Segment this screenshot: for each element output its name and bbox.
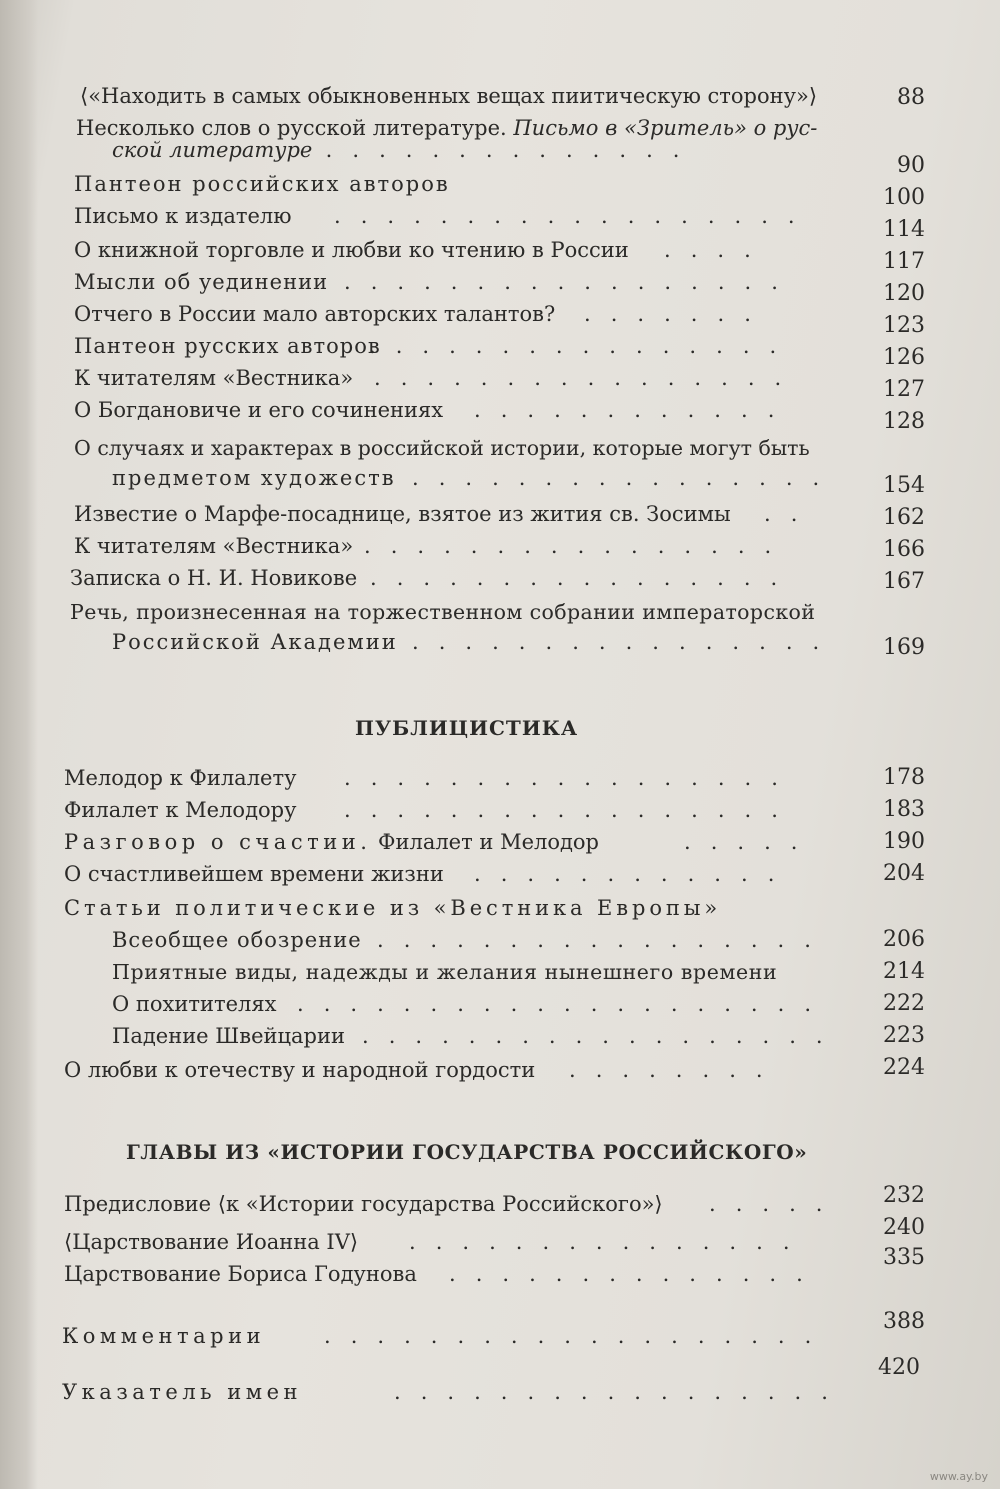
toc-page-number: 114 bbox=[883, 217, 925, 242]
toc-page-number: 154 bbox=[883, 473, 925, 498]
toc-entry: ской литературе . . . . . . . . . . . . . . bbox=[112, 138, 680, 162]
toc-entry: Статьи политические из «Вестника Европы» bbox=[64, 896, 722, 920]
toc-entry: О похитителях . . . . . . . . . . . . . . . . . . . . bbox=[112, 992, 811, 1016]
toc-page-number: 224 bbox=[883, 1055, 925, 1080]
toc-entry: Российской Академии . . . . . . . . . . . . . . . . bbox=[112, 630, 820, 654]
toc-entry: ⟨«Находить в самых обыкновенных вещах пиитическую сторону»⟩ bbox=[80, 84, 818, 108]
toc-page-number: 420 bbox=[878, 1355, 920, 1380]
toc-entry: Записка о Н. И. Новикове . . . . . . . . . . . . . . . . bbox=[70, 566, 778, 590]
section-title: ГЛАВЫ ИЗ «ИСТОРИИ ГОСУДАРСТВА РОССИЙСКОГО» bbox=[126, 1140, 808, 1164]
toc-entry: Разговор о счастии. Филалет и Мелодор . . . . . bbox=[64, 830, 798, 854]
toc-page-number: 222 bbox=[883, 991, 925, 1016]
toc-entry: Отчего в России мало авторских талантов? . . . . . . . bbox=[74, 302, 751, 326]
toc-entry: Мысли об уединении . . . . . . . . . . . . . . . . . bbox=[74, 270, 778, 294]
section-title: ПУБЛИЦИСТИКА bbox=[355, 716, 579, 740]
toc-page-number: 167 bbox=[883, 569, 925, 594]
toc-page-number: 128 bbox=[883, 409, 925, 434]
toc-entry: Приятные виды, надежды и желания нынешнего времени bbox=[112, 960, 778, 984]
toc-entry: Комментарии . . . . . . . . . . . . . . . . . . . bbox=[62, 1324, 812, 1348]
toc-page-number: 162 bbox=[883, 505, 925, 530]
toc-entry: К читателям «Вестника» . . . . . . . . . . . . . . . . bbox=[74, 534, 772, 558]
toc-page-number: 190 bbox=[883, 829, 925, 854]
toc-entry: О Богдановиче и его сочинениях . . . . . . . . . . . . bbox=[74, 398, 775, 422]
toc-entry: предметом художеств . . . . . . . . . . . . . . . . bbox=[112, 466, 820, 490]
toc-page-number: 223 bbox=[883, 1023, 925, 1048]
toc-entry: Указатель имен . . . . . . . . . . . . . . . . . bbox=[62, 1380, 828, 1404]
toc-entry: Несколько слов о русской литературе. Письмо в «Зритель» о рус- bbox=[76, 116, 818, 140]
toc-page-number: 123 bbox=[883, 313, 925, 338]
toc-entry: Мелодор к Филалету . . . . . . . . . . . . . . . . . bbox=[64, 766, 778, 790]
toc-entry: К читателям «Вестника» . . . . . . . . . . . . . . . . bbox=[74, 366, 782, 390]
toc-entry: Известие о Марфе-посаднице, взятое из жития св. Зосимы . . bbox=[74, 502, 798, 526]
toc-page-number: 335 bbox=[883, 1245, 925, 1270]
toc-page-number: 127 bbox=[883, 377, 925, 402]
toc-page-number: 232 bbox=[883, 1183, 925, 1208]
toc-page-number: 388 bbox=[883, 1309, 925, 1334]
toc-entry: Письмо к издателю . . . . . . . . . . . . . . . . . . bbox=[74, 204, 795, 228]
toc-entry: О книжной торговле и любви ко чтению в России . . . . bbox=[74, 238, 751, 262]
toc-page-number: 178 bbox=[883, 765, 925, 790]
toc-page-number: 166 bbox=[883, 537, 925, 562]
toc-entry: О любви к отечеству и народной гордости . . . . . . . . bbox=[64, 1058, 763, 1082]
toc-page-number: 214 bbox=[883, 959, 925, 984]
toc-page-number: 117 bbox=[883, 249, 925, 274]
toc-page-number: 183 bbox=[883, 797, 925, 822]
toc-page-number: 88 bbox=[897, 85, 925, 110]
toc-page-number: 206 bbox=[883, 927, 925, 952]
toc-entry: Речь, произнесенная на торжественном собрании императорской bbox=[70, 600, 816, 624]
toc-entry: Предисловие ⟨к «Истории государства Российского»⟩ . . . . . bbox=[64, 1192, 823, 1216]
toc-entry: Царствование Бориса Годунова . . . . . . . . . . . . . . bbox=[64, 1262, 803, 1286]
toc-page-number: 100 bbox=[883, 185, 925, 210]
toc-entry: Всеобщее обозрение . . . . . . . . . . . . . . . . . bbox=[112, 928, 811, 952]
toc-entry: О случаях и характерах в российской истории, которые могут быть bbox=[74, 436, 810, 460]
toc-entry: Падение Швейцарии . . . . . . . . . . . . . . . . . . bbox=[112, 1024, 823, 1048]
watermark: www.ay.by bbox=[929, 1470, 988, 1483]
toc-page-number: 240 bbox=[883, 1215, 925, 1240]
toc-entry: Филалет к Мелодору . . . . . . . . . . . . . . . . . bbox=[64, 798, 778, 822]
toc-entry: Пантеон русских авторов . . . . . . . . . . . . . . . . bbox=[74, 334, 777, 358]
toc-entry: О счастливейшем времени жизни . . . . . . . . . . . . bbox=[64, 862, 775, 886]
toc-page-number: 126 bbox=[883, 345, 925, 370]
toc-page-number: 120 bbox=[883, 281, 925, 306]
toc-page-number: 90 bbox=[897, 153, 925, 178]
toc-entry: Пантеон российских авторов bbox=[74, 172, 450, 196]
toc-entry: ⟨Царствование Иоанна IV⟩ . . . . . . . . . . . . . . . bbox=[64, 1230, 790, 1254]
toc-page-number: 169 bbox=[883, 635, 925, 660]
toc-page-number: 204 bbox=[883, 861, 925, 886]
